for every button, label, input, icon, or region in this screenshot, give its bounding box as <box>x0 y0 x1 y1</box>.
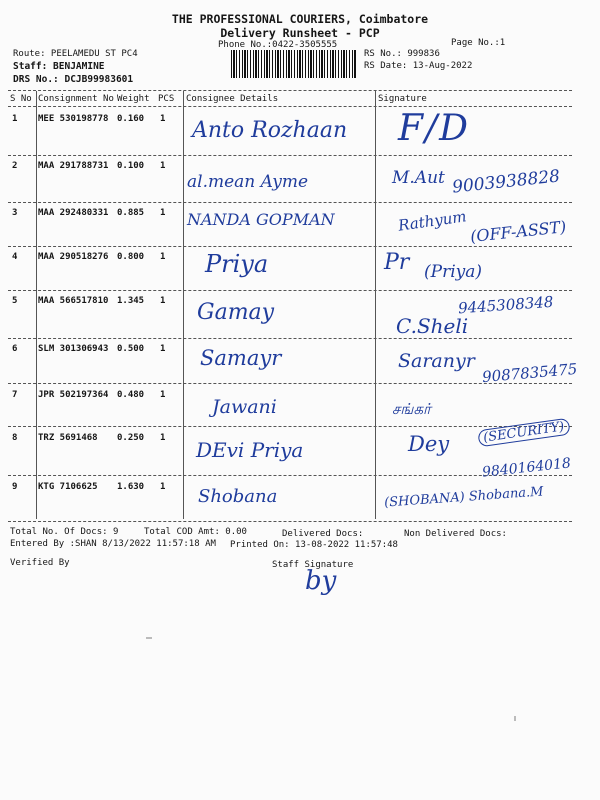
row-pcs: 1 <box>160 296 166 306</box>
row-weight: 1.345 <box>117 296 145 306</box>
scan-speck <box>146 637 152 639</box>
row-phone-handwriting: 9003938828 <box>451 166 561 198</box>
row-weight: 1.630 <box>117 482 145 492</box>
row-phone-handwriting: 9087835475 <box>481 359 579 387</box>
row-divider <box>8 202 572 203</box>
row-signature-handwriting: Rathyum <box>397 207 468 235</box>
row-signature-handwriting: Pr <box>384 250 410 275</box>
row-consignment: MAA 292480331 <box>38 208 109 218</box>
row-weight: 0.500 <box>117 344 145 354</box>
runsheet-title: Delivery Runsheet - PCP <box>220 26 380 40</box>
row-signature-handwriting: (SHOBANA) Shobana.M <box>383 484 544 511</box>
row-weight: 0.250 <box>117 433 145 443</box>
table-bottom-rule <box>8 521 572 522</box>
row-pcs: 1 <box>160 390 166 400</box>
non-delivered-docs: Non Delivered Docs: <box>404 529 507 539</box>
row-designation-handwriting: (SECURITY) <box>477 418 570 448</box>
row-consignee-handwriting: NANDA GOPMAN <box>187 210 335 229</box>
row-sno: 8 <box>12 433 18 443</box>
verified-by-label: Verified By <box>10 558 70 568</box>
row-sno: 9 <box>12 482 18 492</box>
company-title: THE PROFESSIONAL COURIERS, Coimbatore <box>171 12 429 26</box>
row-divider <box>8 290 572 291</box>
column-header-pcs: PCS <box>158 94 175 104</box>
table-top-rule <box>8 90 572 91</box>
row-weight: 0.100 <box>117 161 145 171</box>
row-pcs: 1 <box>160 208 166 218</box>
row-sno: 5 <box>12 296 18 306</box>
row-pcs: 1 <box>160 161 166 171</box>
printed-on: Printed On: 13-08-2022 11:57:48 <box>230 540 398 550</box>
scan-speck <box>514 716 516 721</box>
row-signature-handwriting: M.Aut <box>392 168 445 188</box>
column-header-consignee: Consignee Details <box>186 94 279 104</box>
row-sno: 4 <box>12 252 18 262</box>
row-consignment: SLM 301306943 <box>38 344 109 354</box>
row-signature-handwriting: C.Sheli <box>396 314 469 338</box>
row-pcs: 1 <box>160 252 166 262</box>
row-name-handwriting: (Priya) <box>424 262 483 282</box>
row-divider <box>8 155 572 156</box>
row-sno: 1 <box>12 114 18 124</box>
row-consignment: TRZ 5691468 <box>38 433 98 443</box>
delivered-docs: Delivered Docs: <box>282 529 364 539</box>
total-cod-amount: Total COD Amt: 0.00 <box>144 527 247 537</box>
row-divider <box>8 383 572 384</box>
row-weight: 0.160 <box>117 114 145 124</box>
column-header-consignment: Consignment No <box>38 94 114 104</box>
phone-number: Phone No.:0422-3505555 <box>218 40 338 50</box>
row-divider <box>8 426 572 427</box>
row-consignment: MAA 290518276 <box>38 252 109 262</box>
row-signature-handwriting: F/D <box>398 108 470 149</box>
row-pcs: 1 <box>160 433 166 443</box>
rs-number: RS No.: 999836 <box>364 49 440 59</box>
row-consignment: MAA 291788731 <box>38 161 109 171</box>
drs-number: DRS No.: DCJB99983601 <box>13 74 134 85</box>
rs-date: RS Date: 13-Aug-2022 <box>364 61 473 71</box>
row-phone-handwriting: 9445308348 <box>457 292 554 318</box>
barcode-image <box>231 50 357 78</box>
row-consignee-handwriting: Jawani <box>212 396 277 418</box>
row-signature-handwriting: Dey <box>408 432 450 456</box>
total-docs: Total No. Of Docs: 9 <box>10 527 119 537</box>
row-sno: 2 <box>12 161 18 171</box>
row-consignee-handwriting: Samayr <box>200 346 282 370</box>
row-consignment: KTG 7106625 <box>38 482 98 492</box>
staff-signature-label: Staff Signature <box>272 560 354 570</box>
table-header-rule <box>8 106 572 107</box>
row-consignee-handwriting: Shobana <box>198 486 278 507</box>
page-number: Page No.:1 <box>451 38 506 48</box>
entered-by: Entered By :SHAN 8/13/2022 11:57:18 AM <box>10 539 216 549</box>
row-consignee-handwriting: Priya <box>205 250 269 278</box>
row-divider <box>8 246 572 247</box>
staff-label: Staff: BENJAMINE <box>13 61 105 72</box>
row-pcs: 1 <box>160 482 166 492</box>
row-weight: 0.480 <box>117 390 145 400</box>
row-consignee-handwriting: DEvi Priya <box>196 438 304 462</box>
route-label: Route: PEELAMEDU ST PC4 <box>13 49 138 59</box>
row-sno: 6 <box>12 344 18 354</box>
row-consignment: MEE 530198778 <box>38 114 109 124</box>
row-weight: 0.800 <box>117 252 145 262</box>
row-pcs: 1 <box>160 344 166 354</box>
row-designation-handwriting: (OFF-ASST) <box>469 217 568 246</box>
row-signature-handwriting: சங்கர் <box>392 400 431 418</box>
row-consignment: MAA 566517810 <box>38 296 109 306</box>
row-sno: 7 <box>12 390 18 400</box>
column-header-weight: Weight <box>117 94 150 104</box>
column-header-signature: Signature <box>378 94 427 104</box>
row-phone-handwriting: 9840164018 <box>481 455 572 481</box>
row-consignee-handwriting: Anto Rozhaan <box>192 118 348 143</box>
row-divider <box>8 338 572 339</box>
row-consignee-handwriting: al.mean Ayme <box>187 172 309 192</box>
row-weight: 0.885 <box>117 208 145 218</box>
row-consignee-handwriting: Gamay <box>197 300 275 325</box>
row-consignment: JPR 502197364 <box>38 390 109 400</box>
column-header-sno: S No <box>10 94 32 104</box>
row-signature-handwriting: Saranyr <box>398 350 475 372</box>
row-pcs: 1 <box>160 114 166 124</box>
row-sno: 3 <box>12 208 18 218</box>
staff-signature-handwriting: by <box>305 566 337 596</box>
